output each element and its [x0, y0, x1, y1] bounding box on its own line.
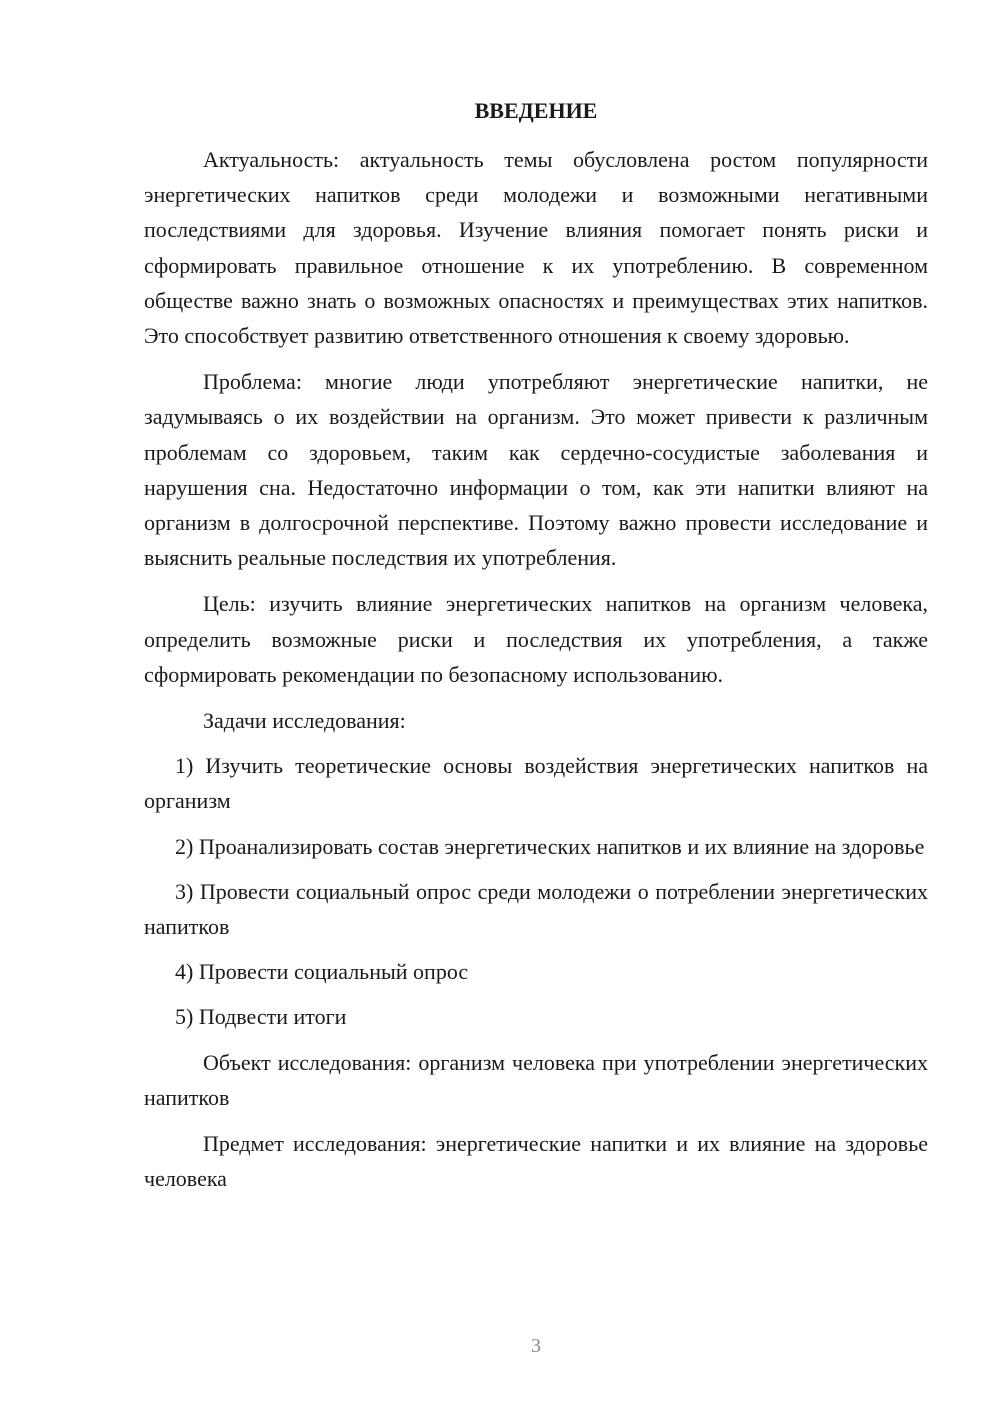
task-item-1: 1) Изучить теоретические основы воздействия энергетических напитков на организм [144, 753, 928, 814]
document-body [144, 142, 928, 1207]
document-page [144, 0, 928, 1414]
object-paragraph: Объект исследования: организм человека при употреблении энергетических напитков [144, 1049, 928, 1110]
page-title: ВВЕДЕНИЕ [474, 98, 598, 123]
task-item-2: 2) Проанализировать состав энергетических напитков и их влияние на здоровье [175, 833, 925, 859]
task-item-5: 5) Подвести итоги [175, 1004, 347, 1030]
tasks-heading: Задачи исследования: [203, 708, 406, 734]
goal-paragraph: Цель: изучить влияние энергетических напитков на организм человека, определить возможные риски и последствия их употребления, а также сформировать рекомендации по безопасному использованию. [144, 591, 928, 687]
relevance-paragraph: Актуальность: актуальность темы обусловлена ростом популярности энергетических напитков среди молодежи и возможными негативными последствиями для здоровья. Изучение влияния помогает понять риски и сформировать правильное отношение к их употреблению. В современном обществе важно знать о возможных опасностях и преимуществах этих напитков. Это способствует развитию ответственного отношения к своему здоровью. [144, 147, 928, 349]
page-number: 3 [531, 1335, 541, 1357]
task-item-4: 4) Провести социальный опрос [175, 959, 469, 985]
subject-paragraph: Предмет исследования: энергетические напитки и их влияние на здоровье человека [144, 1131, 928, 1192]
problem-paragraph: Проблема: многие люди употребляют энергетические напитки, не задумываясь о их воздействии на организм. Это может привести к различным проблемам со здоровьем, таким как сердечно-сосудистые заболевания и нарушения сна. Недостаточно информации о том, как эти напитки влияют на организм в долгосрочной перспективе. Поэтому важно провести исследование и выяснить реальные последствия их употребления. [144, 369, 928, 571]
task-item-3: 3) Провести социальный опрос среди молодежи о потреблении энергетических напитков [144, 878, 928, 940]
